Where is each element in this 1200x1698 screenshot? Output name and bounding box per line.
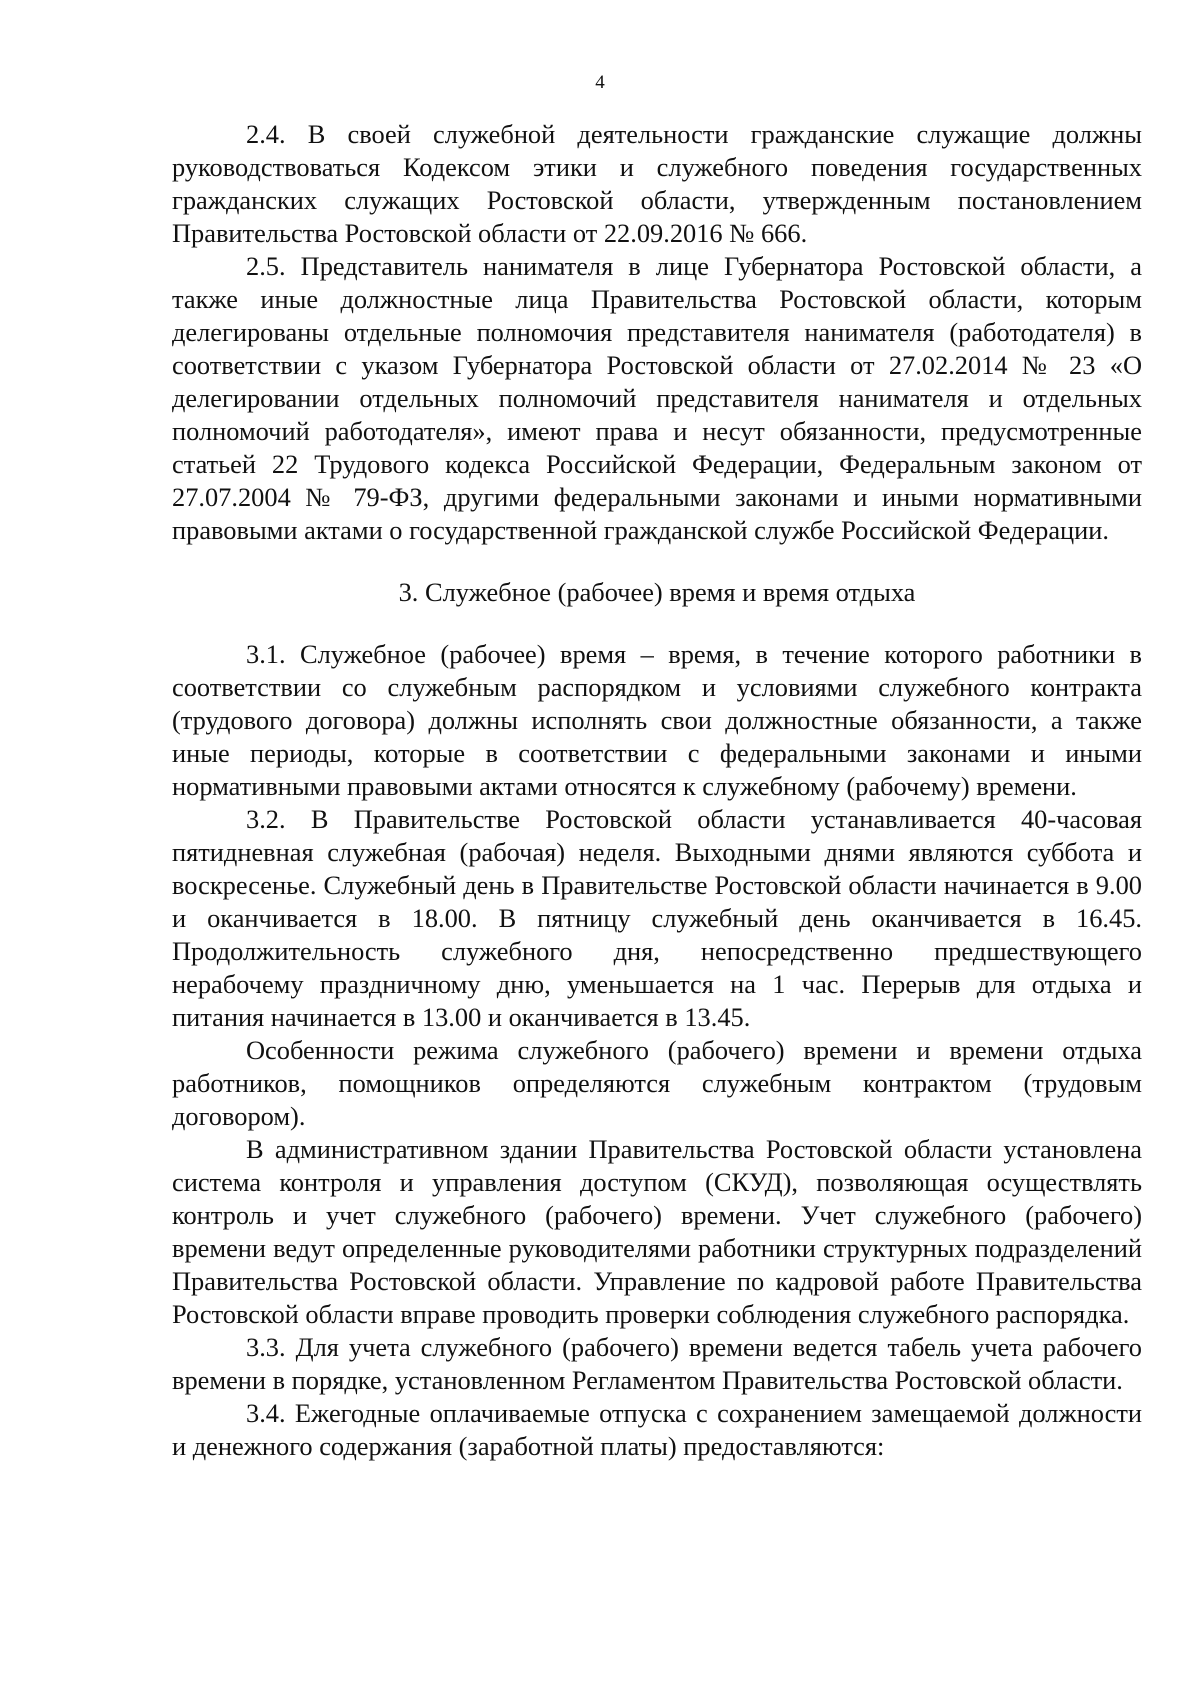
paragraph-3-4: 3.4. Ежегодные оплачиваемые отпуска с сохранением замещаемой должности и денежного содержания (заработной платы) предоставляются:: [172, 1398, 1142, 1461]
paragraph-3-3: 3.3. Для учета служебного (рабочего) времени ведется табель учета рабочего времени в порядке, установленном Регламентом Правительства Ростовской области.: [172, 1332, 1142, 1395]
section-heading-3: 3. Служебное (рабочее) время и время отдыха: [398, 577, 916, 607]
page-number: 4: [595, 72, 605, 93]
paragraph-3-2: 3.2. В Правительстве Ростовской области устанавливается 40-часовая пятидневная служебная (рабочая) неделя. Выходными днями являются суббота и воскресенье. Служебный день в Правительстве Ростовской области начинается в 9.00 и оканчивается в 18.00. В пятницу служебный день оканчивается в 16.45. Продолжительность служебного дня, непосредственно предшествующего нерабочему праздничному дню, уменьшается на 1 час. Перерыв для отдыха и питания начинается в 13.00 и оканчивается в 13.45.: [172, 804, 1142, 1032]
document-body: [172, 118, 1142, 1463]
paragraph-access-control: В административном здании Правительства Ростовской области установлена система контроля и управления доступом (СКУД), позволяющая осуществлять контроль и учет служебного (рабочего) времени. Учет служебного (рабочего) времени ведут определенные руководителями работники структурных подразделений Правительства Ростовской области. Управление по кадровой работе Правительства Ростовской области вправе проводить проверки соблюдения служебного распорядка.: [172, 1134, 1142, 1329]
paragraph-2-5: 2.5. Представитель нанимателя в лице Губернатора Ростовской области, а также иные должностные лица Правительства Ростовской области, которым делегированы отдельные полномочия представителя нанимателя (работодателя) в соответствии с указом Губернатора Ростовской области от 27.02.2014 № 23 «О делегировании отдельных полномочий представителя нанимателя и отдельных полномочий работодателя», имеют права и несут обязанности, предусмотренные статьей 22 Трудового кодекса Российской Федерации, Федеральным законом от 27.07.2004 № 79-ФЗ, другими федеральными законами и иными нормативными правовыми актами о государственной гражданской службе Российской Федерации.: [172, 251, 1142, 545]
paragraph-3-1: 3.1. Служебное (рабочее) время – время, в течение которого работники в соответствии со служебным распорядком и условиями служебного контракта (трудового договора) должны исполнять свои должностные обязанности, а также иные периоды, которые в соответствии с федеральными законами и иными нормативными правовыми актами относятся к служебному (рабочему) времени.: [172, 639, 1142, 801]
paragraph-work-regime: Особенности режима служебного (рабочего) времени и времени отдыха работников, помощников определяются служебным контрактом (трудовым договором).: [172, 1035, 1142, 1131]
paragraph-2-4: 2.4. В своей служебной деятельности гражданские служащие должны руководствоваться Кодексом этики и служебного поведения государственных гражданских служащих Ростовской области, утвержденным постановлением Правительства Ростовской области от 22.09.2016 № 666.: [172, 119, 1142, 248]
